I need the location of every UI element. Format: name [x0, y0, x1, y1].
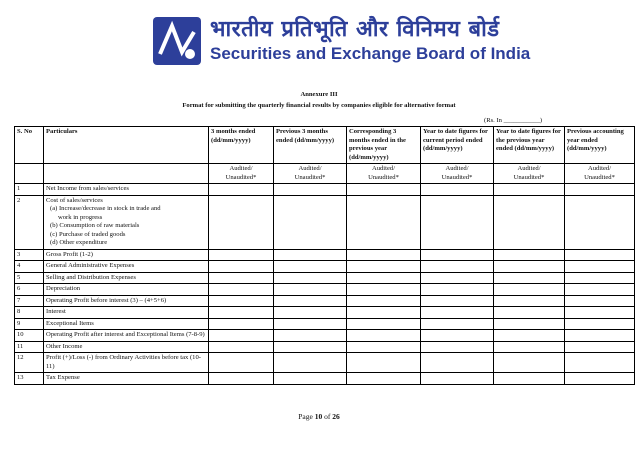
value-cell [209, 330, 274, 342]
empty-cell [44, 164, 209, 184]
page-footer [0, 412, 638, 421]
results-table [14, 126, 635, 385]
value-cell [347, 373, 421, 385]
value-cell [209, 307, 274, 319]
audit-line-unaudited: Unaudited* [368, 173, 399, 181]
value-cell [274, 330, 347, 342]
value-cell [494, 353, 565, 373]
particulars-text: Exceptional Items [46, 319, 94, 327]
audit-status-row [15, 164, 635, 184]
value-cell [209, 341, 274, 353]
row-number: 10 [15, 330, 44, 342]
value-cell [347, 195, 421, 249]
value-cell [565, 272, 635, 284]
table-body [15, 164, 635, 385]
value-cell [347, 353, 421, 373]
particulars-text: Net Income from sales/services [46, 185, 129, 192]
value-cell [209, 284, 274, 296]
value-cell [494, 318, 565, 330]
value-cell [274, 184, 347, 196]
col-header-corresponding-3-months: Corresponding 3 months ended in the previous year (dd/mm/yyyy) [347, 127, 421, 164]
col-header-previous-3-months: Previous 3 months ended (dd/mm/yyyy) [274, 127, 347, 164]
row-particulars [44, 249, 209, 261]
value-cell [421, 373, 494, 385]
particulars-text: Gross Profit (1-2) [46, 250, 93, 258]
col-header-sno: S. No [15, 127, 44, 164]
particulars-sub-item: (b) Consumption of raw materials [50, 222, 140, 229]
value-cell [421, 353, 494, 373]
value-cell [421, 307, 494, 319]
value-cell [494, 341, 565, 353]
value-cell [565, 261, 635, 273]
audit-status-cell [494, 164, 565, 184]
row-number: 9 [15, 318, 44, 330]
row-particulars [44, 307, 209, 319]
value-cell [274, 307, 347, 319]
value-cell [274, 195, 347, 249]
particulars-sub-item: (d) Other expenditure [50, 239, 108, 246]
audit-status-cell [347, 164, 421, 184]
value-cell [209, 195, 274, 249]
table-row [15, 261, 635, 273]
audit-line-audited: Audited/ [298, 165, 322, 172]
value-cell [274, 341, 347, 353]
col-header-ytd-current: Year to date figures for current period ended (dd/mm/yyyy) [421, 127, 494, 164]
value-cell [347, 341, 421, 353]
page-current: 10 [314, 412, 323, 421]
particulars-text: Other Income [46, 342, 83, 350]
value-cell [274, 284, 347, 296]
value-cell [494, 261, 565, 273]
row-particulars [44, 318, 209, 330]
particulars-text: General Administrative Expenses [46, 262, 135, 269]
value-cell [347, 272, 421, 284]
audit-status-cell [209, 164, 274, 184]
table-row [15, 330, 635, 342]
value-cell [347, 261, 421, 273]
audit-status-cell [565, 164, 635, 184]
row-particulars [44, 341, 209, 353]
audit-status-cell [421, 164, 494, 184]
row-particulars [44, 284, 209, 296]
value-cell [347, 249, 421, 261]
table-row [15, 184, 635, 196]
value-cell [347, 284, 421, 296]
audit-line-unaudited: Unaudited* [225, 173, 257, 181]
row-particulars [44, 195, 209, 249]
row-number: 12 [15, 353, 44, 373]
audit-line-unaudited: Unaudited* [294, 173, 326, 181]
audit-line-unaudited: Unaudited* [584, 173, 615, 181]
value-cell [565, 295, 635, 307]
audit-line-audited: Audited/ [587, 165, 612, 172]
value-cell [494, 195, 565, 249]
value-cell [421, 341, 494, 353]
row-number: 4 [15, 261, 44, 273]
particulars-sub-item: work in progress [58, 213, 103, 221]
particulars-sub-item: (c) Purchase of traded goods [50, 230, 126, 238]
value-cell [274, 249, 347, 261]
table-row [15, 318, 635, 330]
value-cell [565, 249, 635, 261]
value-cell [209, 249, 274, 261]
row-particulars [44, 272, 209, 284]
value-cell [494, 307, 565, 319]
value-cell [494, 330, 565, 342]
empty-cell [15, 164, 44, 184]
value-cell [347, 184, 421, 196]
value-cell [347, 307, 421, 319]
value-cell [209, 184, 274, 196]
table-row [15, 373, 635, 385]
table-row [15, 341, 635, 353]
value-cell [421, 184, 494, 196]
value-cell [421, 284, 494, 296]
value-cell [565, 330, 635, 342]
value-cell [565, 318, 635, 330]
value-cell [209, 295, 274, 307]
value-cell [421, 295, 494, 307]
audit-line-unaudited: Unaudited* [441, 173, 473, 181]
audit-line-audited: Audited/ [229, 165, 253, 172]
row-number: 6 [15, 284, 44, 296]
value-cell [274, 318, 347, 330]
particulars-sub-item: (a) Increase/decrease in stock in trade and [50, 205, 161, 212]
audit-line-unaudited: Unaudited* [513, 173, 545, 181]
value-cell [565, 373, 635, 385]
particulars-text: Interest [46, 308, 66, 315]
value-cell [565, 195, 635, 249]
audit-line-audited: Audited/ [371, 165, 396, 172]
row-particulars [44, 373, 209, 385]
table-row [15, 195, 635, 249]
row-particulars [44, 261, 209, 273]
value-cell [421, 318, 494, 330]
row-particulars [44, 184, 209, 196]
table-row [15, 307, 635, 319]
particulars-text: Selling and Distribution Expenses [46, 273, 136, 281]
currency-note: (Rs. In ___________) [484, 117, 543, 124]
value-cell [274, 261, 347, 273]
table-row [15, 249, 635, 261]
particulars-text: Cost of sales/services [46, 196, 103, 204]
row-number: 5 [15, 272, 44, 284]
value-cell [421, 272, 494, 284]
row-particulars [44, 353, 209, 373]
row-number: 3 [15, 249, 44, 261]
value-cell [274, 353, 347, 373]
logo-hindi-text: भारतीय प्रतिभूति और विनिमय बोर्ड [210, 17, 500, 42]
page-total: 26 [332, 412, 340, 421]
audit-line-audited: Audited/ [517, 165, 541, 172]
logo-english-text: Securities and Exchange Board of India [210, 44, 531, 63]
value-cell [421, 249, 494, 261]
col-header-3-months: 3 months ended (dd/mm/yyyy) [209, 127, 274, 164]
value-cell [209, 353, 274, 373]
value-cell [347, 330, 421, 342]
particulars-text: Operating Profit after interest and Exceptional Items (7-8-9) [46, 331, 205, 338]
row-number: 1 [15, 184, 44, 196]
annexure-title: Annexure III [300, 91, 338, 98]
page-middle: of [322, 412, 333, 421]
value-cell [565, 341, 635, 353]
format-title: Format for submitting the quarterly financial results by companies eligible for alternative format [182, 102, 456, 109]
value-cell [274, 272, 347, 284]
audit-line-audited: Audited/ [445, 165, 469, 172]
value-cell [494, 272, 565, 284]
row-number: 2 [15, 195, 44, 249]
particulars-text: Depreciation [46, 285, 81, 292]
value-cell [347, 295, 421, 307]
value-cell [347, 318, 421, 330]
value-cell [421, 330, 494, 342]
value-cell [565, 353, 635, 373]
value-cell [565, 284, 635, 296]
table-row [15, 353, 635, 373]
row-particulars [44, 330, 209, 342]
row-particulars [44, 295, 209, 307]
row-number: 7 [15, 295, 44, 307]
value-cell [494, 295, 565, 307]
row-number: 11 [15, 341, 44, 353]
table-row [15, 295, 635, 307]
value-cell [274, 295, 347, 307]
value-cell [565, 184, 635, 196]
value-cell [565, 307, 635, 319]
table-row [15, 272, 635, 284]
value-cell [494, 184, 565, 196]
value-cell [494, 249, 565, 261]
col-header-ytd-previous: Year to date figures for the previous year ended (dd/mm/yyyy) [494, 127, 565, 164]
sebi-logo [152, 13, 531, 69]
value-cell [209, 261, 274, 273]
value-cell [274, 373, 347, 385]
col-header-particulars: Particulars [44, 127, 209, 164]
value-cell [421, 261, 494, 273]
particulars-text: Operating Profit before interest (3) – (4+5+6) [46, 296, 167, 304]
page-prefix: Page [298, 412, 315, 421]
row-number: 13 [15, 373, 44, 385]
sebi-emblem-icon [152, 16, 202, 66]
table-row [15, 284, 635, 296]
header-row [15, 127, 635, 164]
particulars-text: Tax Expense [46, 374, 80, 381]
value-cell [209, 373, 274, 385]
audit-status-cell [274, 164, 347, 184]
value-cell [209, 272, 274, 284]
value-cell [421, 195, 494, 249]
particulars-text: Profit (+)/Loss (-) from Ordinary Activities before tax (10-11) [46, 354, 201, 370]
value-cell [494, 373, 565, 385]
col-header-previous-year: Previous accounting year ended (dd/mm/yyyy) [565, 127, 635, 164]
value-cell [209, 318, 274, 330]
value-cell [494, 284, 565, 296]
row-number: 8 [15, 307, 44, 319]
